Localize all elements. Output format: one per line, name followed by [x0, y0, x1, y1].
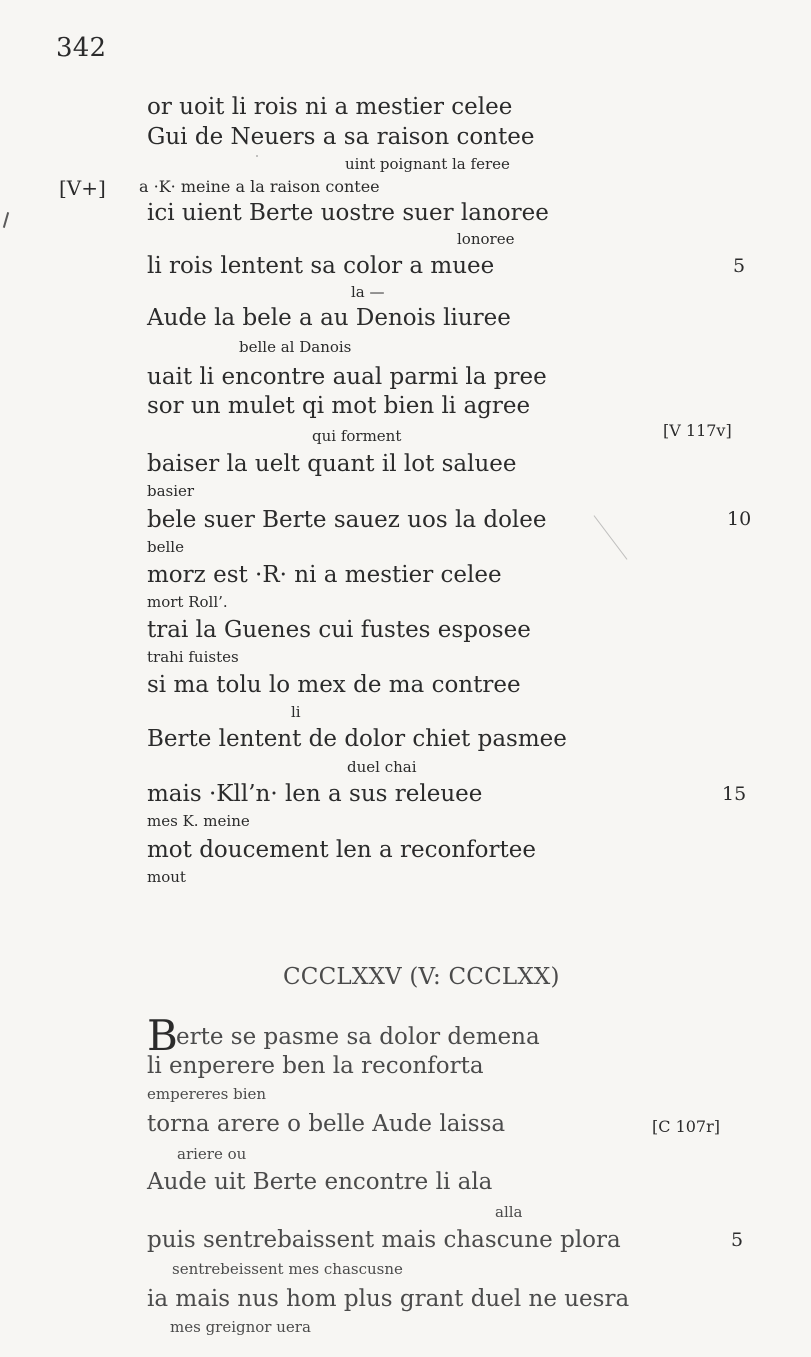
text-line-4: ici uient Berte uostre suer lanoree: [147, 200, 549, 226]
text-line-15: mais ·Kll’n· len a sus releuee: [147, 781, 483, 807]
section-line-4: Aude uit Berte encontre li ala: [147, 1169, 493, 1195]
section-gloss-5: sentrebeissent mes chascusne: [172, 1260, 403, 1278]
text-line-14: Berte lentent de dolor chiet pasmee: [147, 726, 567, 752]
section-line-6: ia mais nus hom plus grant duel ne uesra: [147, 1286, 630, 1312]
gloss-line-9: basier: [147, 482, 195, 500]
text-line-13: si ma tolu lo mex de ma contree: [147, 672, 521, 698]
folio-reference-v117v: [V 117v]: [663, 421, 732, 440]
text-line-11: morz est ·R· ni a mestier celee: [147, 562, 502, 588]
text-line-1: or uoit li rois ni a mestier celee: [147, 94, 513, 120]
section-heading: CCCLXXV (V: CCCLXX): [283, 964, 560, 990]
section-gloss-3: ariere ou: [177, 1145, 247, 1163]
margin-reference: [V+]: [59, 176, 106, 200]
line-number-5-section: 5: [731, 1229, 744, 1251]
gloss-line-10: belle: [147, 538, 184, 556]
gloss-line-16: mout: [147, 868, 186, 886]
gloss-line-14: duel chai: [347, 758, 417, 776]
line-number-10: 10: [727, 508, 752, 530]
line-number-5: 5: [733, 255, 746, 277]
drop-cap: B: [147, 1011, 178, 1060]
text-line-2: Gui de Neuers a sa raison contee: [147, 124, 535, 150]
gloss-line-12: trahi fuistes: [147, 648, 239, 666]
gloss-line-4: lonoree: [457, 230, 515, 248]
section-line-1: erte se pasme sa dolor demena: [176, 1024, 540, 1050]
section-gloss-6: mes greignor uera: [170, 1318, 311, 1336]
gloss-line-13: li: [291, 703, 301, 721]
section-gloss-2: empereres bien: [147, 1085, 267, 1103]
faint-stroke: [594, 515, 628, 560]
gloss-line-5: la —: [351, 283, 385, 301]
gloss-line-15: mes K. meine: [147, 812, 250, 830]
gloss-line-11: mort Roll’.: [147, 593, 228, 611]
section-line-2: li enperere ben la reconforta: [147, 1053, 484, 1079]
gloss-line-8: qui forment: [312, 427, 402, 445]
text-line-6: Aude la bele a au Denois liuree: [147, 305, 511, 331]
small-dot: [256, 155, 258, 157]
text-line-10: bele suer Berte sauez uos la dolee: [147, 507, 547, 533]
folio-reference-c107r: [C 107r]: [652, 1117, 720, 1136]
text-line-7: uait li encontre aual parmi la pree: [147, 364, 547, 390]
gloss-line-2: uint poignant la feree: [345, 155, 510, 173]
section-line-3: torna arere o belle Aude laissa: [147, 1111, 506, 1137]
text-line-12: trai la Guenes cui fustes esposee: [147, 617, 531, 643]
text-line-8: sor un mulet qi mot bien li agree: [147, 393, 531, 419]
section-line-5: puis sentrebaissent mais chascune plora: [147, 1227, 621, 1253]
line-number-15: 15: [722, 783, 747, 805]
text-line-3: a ·K· meine a la raison contee: [139, 177, 380, 196]
page-number: 342: [56, 33, 107, 63]
margin-stroke: [3, 212, 9, 228]
text-line-5: li rois lentent sa color a muee: [147, 253, 495, 279]
section-gloss-4: alla: [495, 1203, 523, 1221]
gloss-line-6: belle al Danois: [239, 338, 352, 356]
text-line-9: baiser la uelt quant il lot saluee: [147, 451, 517, 477]
text-line-16: mot doucement len a reconfortee: [147, 837, 536, 863]
